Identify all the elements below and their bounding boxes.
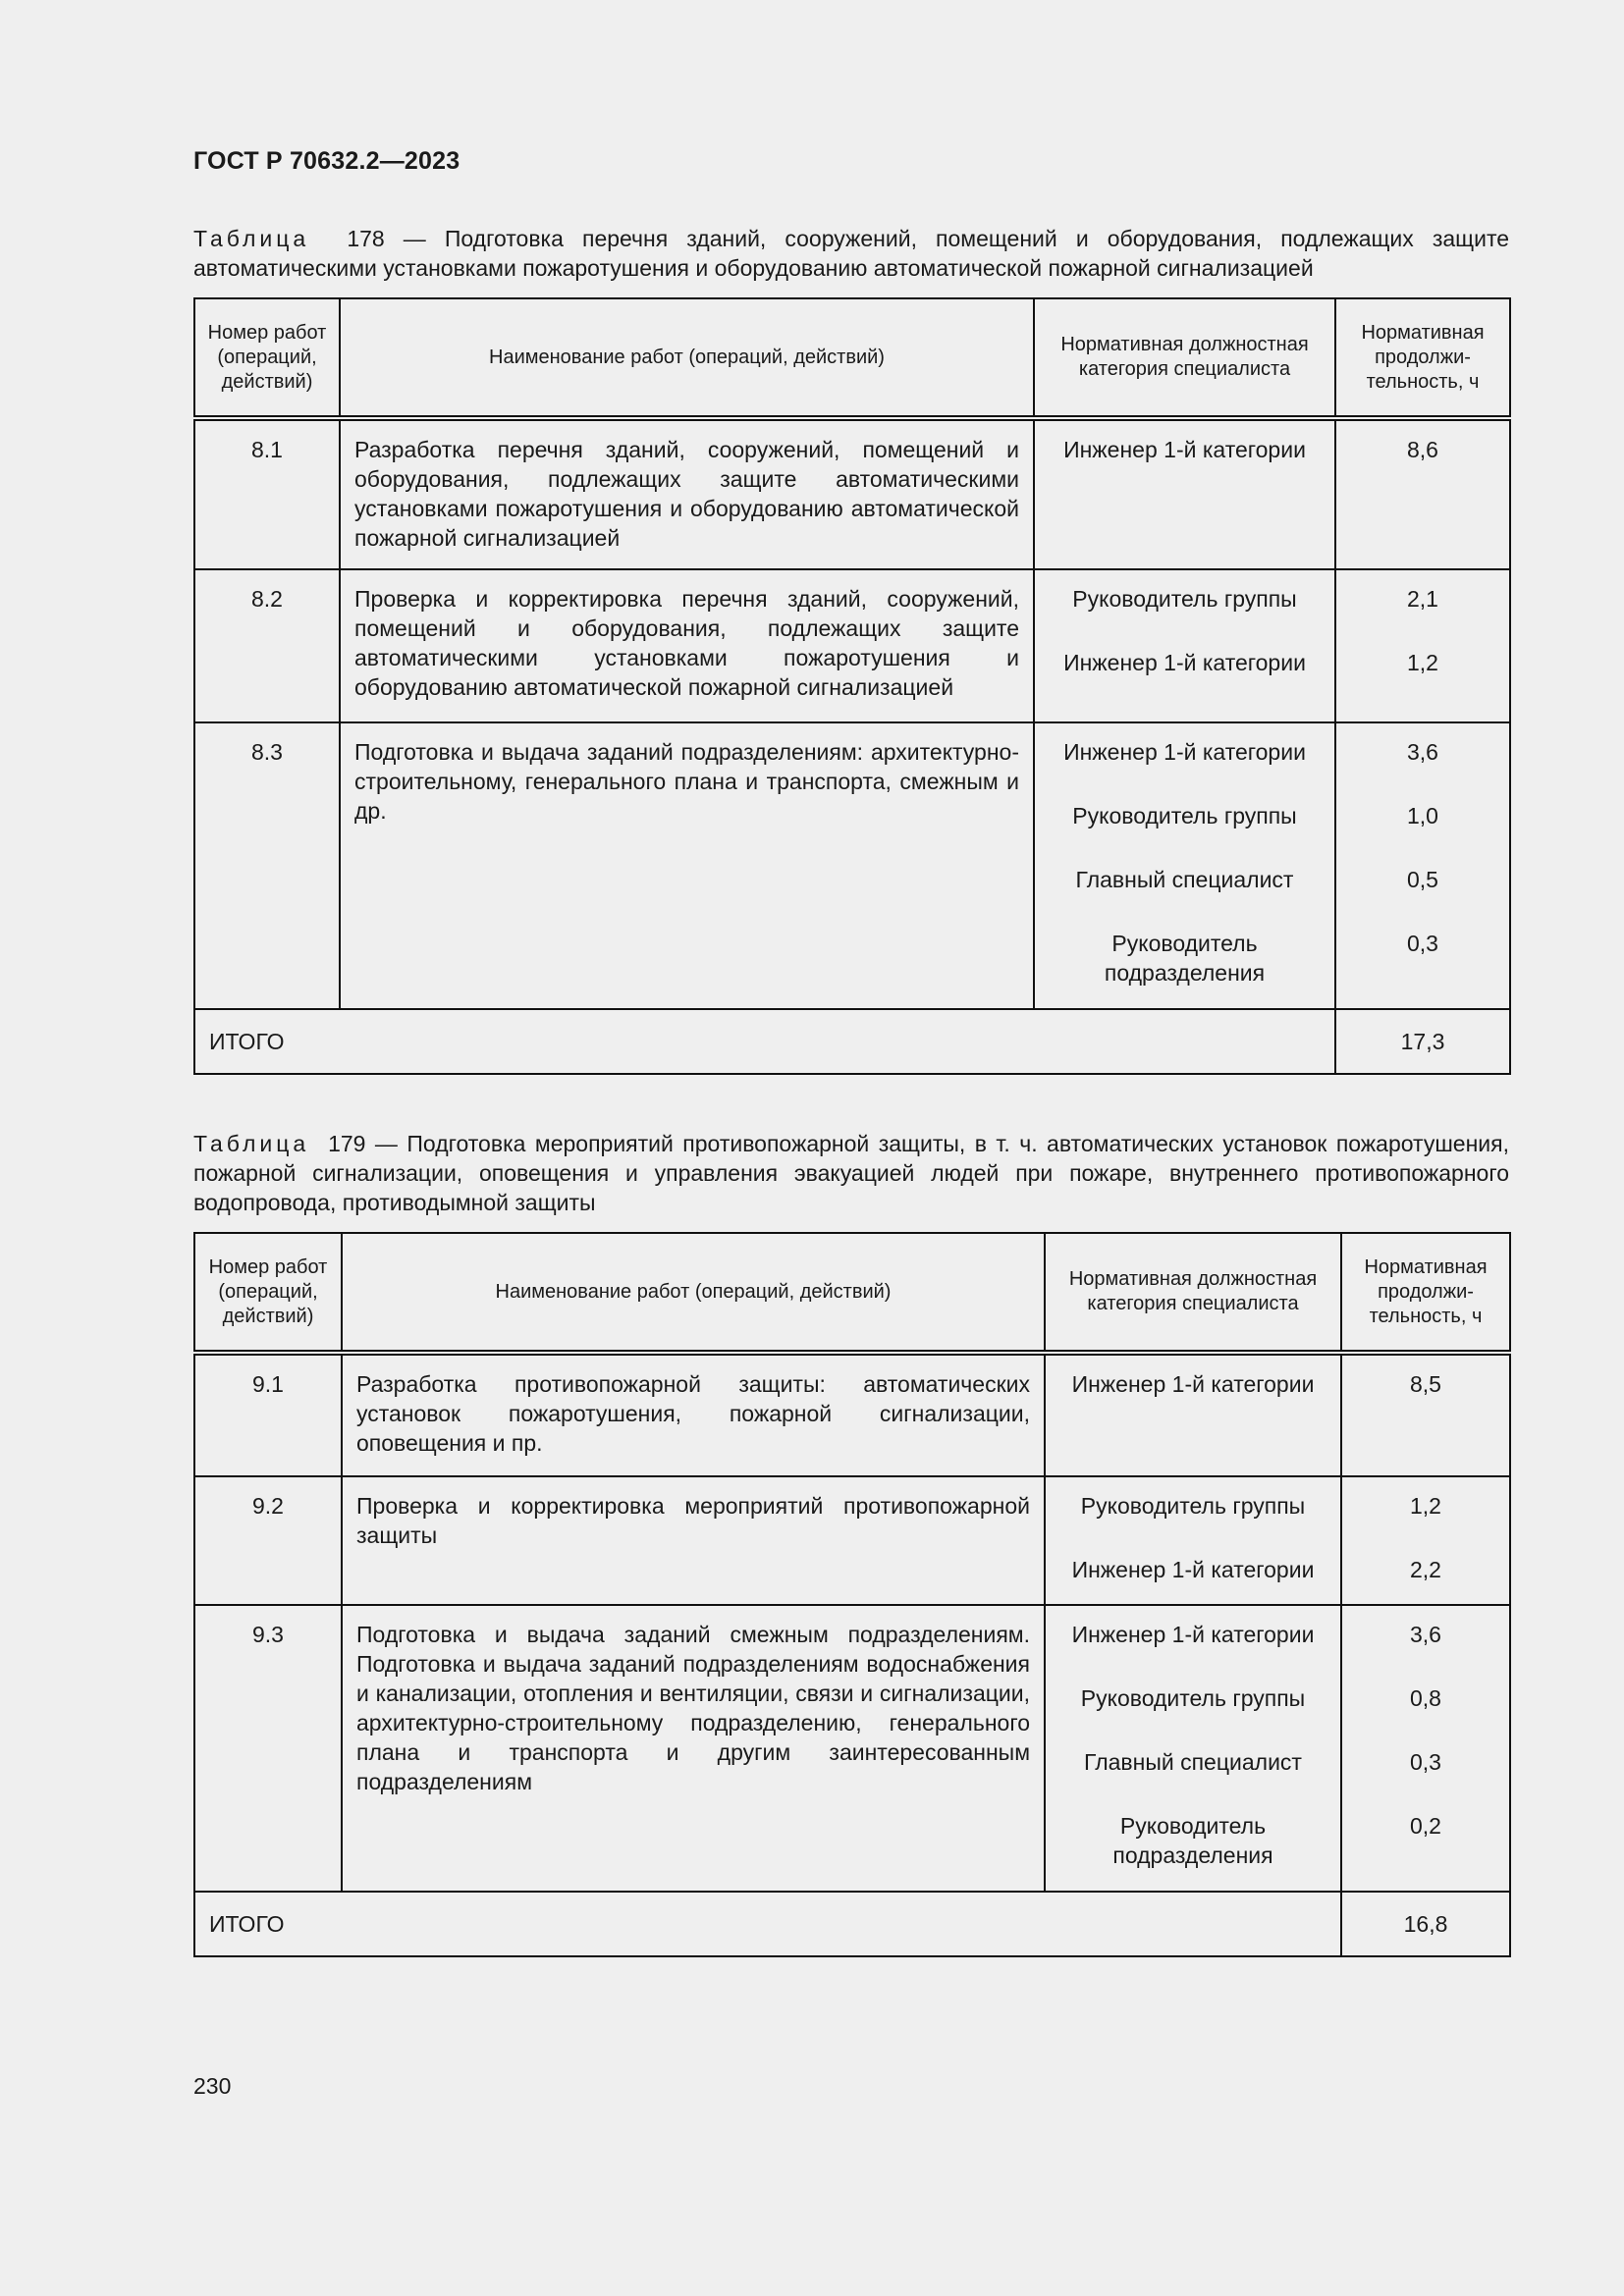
duration-entry: 8,5 xyxy=(1410,1371,1441,1397)
duration-entry: 3,6 xyxy=(1410,1622,1441,1647)
row-durations xyxy=(1341,1353,1510,1476)
column-header-category: Нормативная должностная категория специалиста xyxy=(1045,1233,1341,1353)
duration-entry: 1,2 xyxy=(1407,650,1438,675)
total-label: ИТОГО xyxy=(194,1892,1341,1956)
table-row xyxy=(194,722,1510,1009)
table-179-caption xyxy=(193,1129,1509,1217)
category-entry: Руководитель группы xyxy=(1080,1685,1306,1711)
table-row xyxy=(194,1353,1510,1476)
column-header-name: Наименование работ (операций, действий) xyxy=(340,298,1034,418)
row-number: 9.3 xyxy=(194,1605,342,1892)
duration-entry: 0,3 xyxy=(1410,1749,1441,1775)
table-label: Таблица xyxy=(193,1131,310,1156)
total-row xyxy=(194,1009,1510,1074)
row-durations xyxy=(1335,722,1510,1009)
row-number: 9.2 xyxy=(194,1476,342,1605)
row-work-name: Проверка и корректировка мероприятий противопожарной защиты xyxy=(342,1476,1045,1605)
row-number: 8.3 xyxy=(194,722,340,1009)
row-number: 8.1 xyxy=(194,418,340,569)
total-value: 17,3 xyxy=(1335,1009,1510,1074)
row-work-name: Разработка перечня зданий, сооружений, помещений и оборудования, подлежащих защите автоматическими установками пожаротушения и оборудованию автоматической пожарной сигнализацией xyxy=(340,418,1034,569)
category-entry: Инженер 1-й категории xyxy=(1063,650,1306,675)
category-entry: Главный специалист xyxy=(1084,1749,1302,1775)
row-categories xyxy=(1034,418,1335,569)
table-row xyxy=(194,569,1510,722)
category-entry: Руководитель группы xyxy=(1080,1493,1306,1519)
column-header-name: Наименование работ (операций, действий) xyxy=(342,1233,1045,1353)
row-number: 8.2 xyxy=(194,569,340,722)
category-entry: Руководитель группы xyxy=(1072,586,1297,612)
table-label: Таблица xyxy=(193,226,310,251)
duration-entry: 8,6 xyxy=(1407,437,1438,462)
document-code: ГОСТ Р 70632.2—2023 xyxy=(193,147,460,175)
row-durations xyxy=(1335,418,1510,569)
duration-entry: 2,1 xyxy=(1407,586,1438,612)
table-178 xyxy=(193,297,1511,1075)
column-header-number: Номер работ (операций, действий) xyxy=(194,1233,342,1353)
row-categories xyxy=(1045,1476,1341,1605)
total-row xyxy=(194,1892,1510,1956)
column-header-number: Номер работ (операций, действий) xyxy=(194,298,340,418)
duration-entry: 1,0 xyxy=(1407,803,1438,828)
row-categories xyxy=(1045,1353,1341,1476)
category-entry: Инженер 1-й категории xyxy=(1071,1557,1315,1582)
column-header-duration: Нормативная продолжи-тельность, ч xyxy=(1341,1233,1510,1353)
total-label: ИТОГО xyxy=(194,1009,1335,1074)
category-entry: Инженер 1-й категории xyxy=(1071,1622,1315,1647)
category-entry: Руководитель группы xyxy=(1072,803,1297,828)
category-entry: Главный специалист xyxy=(1075,867,1294,892)
column-header-duration: Нормативная продолжи-тельность, ч xyxy=(1335,298,1510,418)
page-number: 230 xyxy=(193,2073,232,2099)
row-work-name: Подготовка и выдача заданий подразделениям: архитектурно-строительному, генерального плана и транспорта, смежным и др. xyxy=(340,722,1034,1009)
table-row xyxy=(194,418,1510,569)
table-row xyxy=(194,1476,1510,1605)
table-178-caption xyxy=(193,224,1509,283)
duration-entry: 0,3 xyxy=(1407,931,1438,956)
category-entry: Руководитель подразделения xyxy=(1112,1813,1273,1868)
total-value: 16,8 xyxy=(1341,1892,1510,1956)
row-durations xyxy=(1335,569,1510,722)
category-entry: Руководитель подразделения xyxy=(1104,931,1266,986)
table-179 xyxy=(193,1232,1511,1957)
duration-entry: 2,2 xyxy=(1410,1557,1441,1582)
row-categories xyxy=(1034,722,1335,1009)
row-work-name: Разработка противопожарной защиты: автоматических установок пожаротушения, пожарной сигнализации, оповещения и пр. xyxy=(342,1353,1045,1476)
table-caption-text: 179 — Подготовка мероприятий противопожарной защиты, в т. ч. автоматических установок пожаротушения, пожарной сигнализации, оповещения и управления эвакуацией людей при пожаре, внутреннего противопожарного водопровода, противодымной защиты xyxy=(193,1131,1509,1215)
row-categories xyxy=(1034,569,1335,722)
table-caption-text: 178 — Подготовка перечня зданий, сооружений, помещений и оборудования, подлежащих защите автоматическими установками пожаротушения и оборудованию автоматической пожарной сигнализацией xyxy=(193,226,1510,281)
category-entry: Инженер 1-й категории xyxy=(1071,1371,1315,1397)
duration-entry: 0,5 xyxy=(1407,867,1438,892)
duration-entry: 0,2 xyxy=(1410,1813,1441,1839)
duration-entry: 3,6 xyxy=(1407,739,1438,765)
duration-entry: 0,8 xyxy=(1410,1685,1441,1711)
table-row xyxy=(194,1605,1510,1892)
row-durations xyxy=(1341,1476,1510,1605)
row-work-name: Подготовка и выдача заданий смежным подразделениям. Подготовка и выдача заданий подразделениям водоснабжения и канализации, отопления и вентиляции, связи и сигнализации, архитектурно-строительному подразделению, генерального плана и транспорта и другим заинтересованным подразделениям xyxy=(342,1605,1045,1892)
category-entry: Инженер 1-й категории xyxy=(1063,739,1306,765)
row-durations xyxy=(1341,1605,1510,1892)
row-number: 9.1 xyxy=(194,1353,342,1476)
column-header-category: Нормативная должностная категория специалиста xyxy=(1034,298,1335,418)
duration-entry: 1,2 xyxy=(1410,1493,1441,1519)
category-entry: Инженер 1-й категории xyxy=(1063,437,1306,462)
row-categories xyxy=(1045,1605,1341,1892)
row-work-name: Проверка и корректировка перечня зданий, сооружений, помещений и оборудования, подлежащих защите автоматическими установками пожаротушения и оборудованию автоматической пожарной сигнализацией xyxy=(340,569,1034,722)
